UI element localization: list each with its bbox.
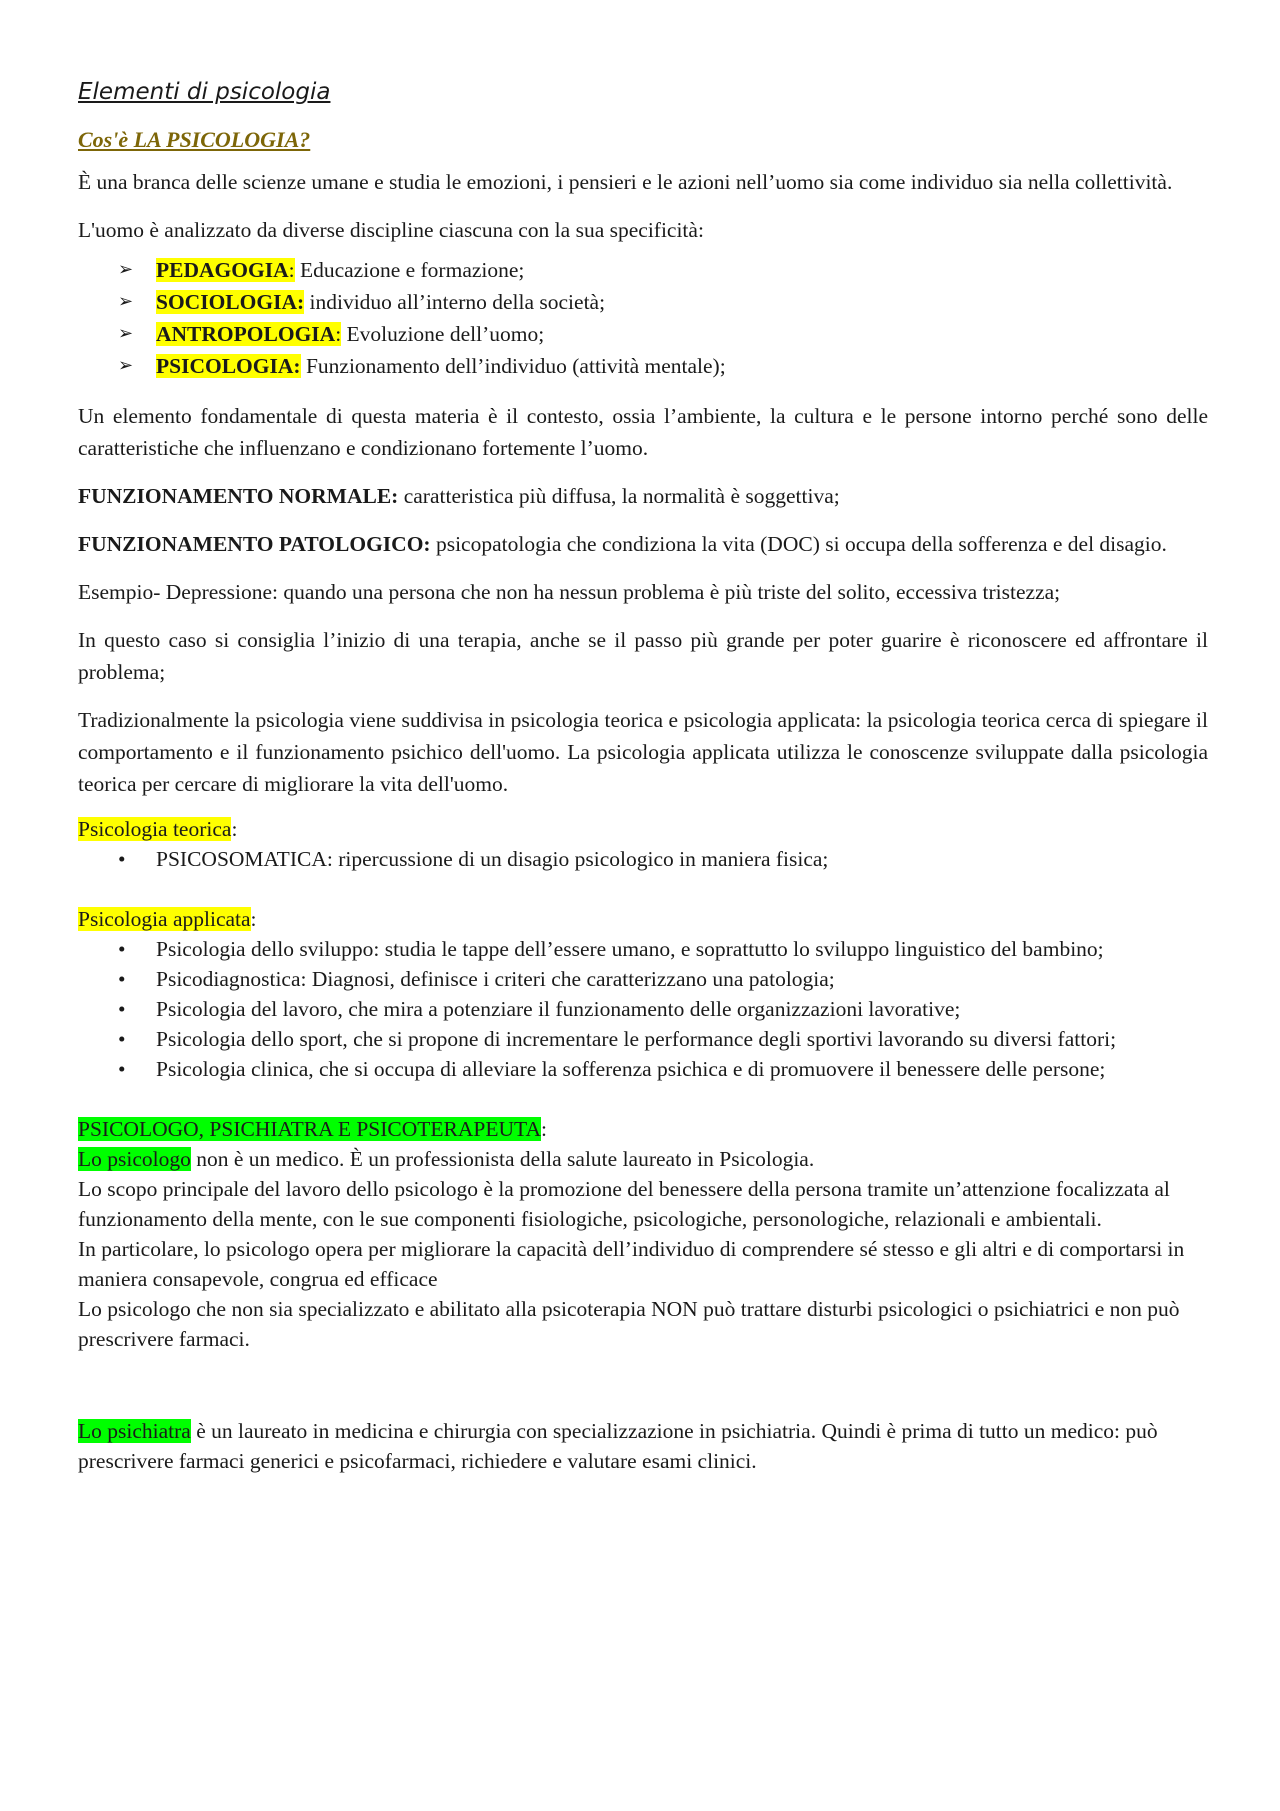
section-heading: Cos'è LA PSICOLOGIA? (78, 127, 311, 152)
bullet-icon: • (118, 937, 126, 961)
list-item: ➢ PSICOLOGIA: Funzionamento dell’individuo (attività mentale); (78, 350, 1208, 382)
list-item: • Psicologia dello sviluppo: studia le tappe dell’essere umano, e soprattutto lo sviluppo linguistico del bambino; (78, 934, 1208, 964)
professions-heading: PSICOLOGO, PSICHIATRA E PSICOTERAPEUTA: (78, 1117, 547, 1141)
bullet-icon: • (118, 1027, 126, 1051)
example-paragraph: Esempio- Depressione: quando una persona che non ha nessun problema è più triste del solito, eccessiva tristezza; (78, 580, 1061, 604)
theoretical-list (78, 844, 1208, 874)
bullet-icon: • (118, 967, 126, 991)
arrow-bullet-icon: ➢ (118, 323, 134, 344)
context-paragraph: Un elemento fondamentale di questa materia è il contesto, ossia l’ambiente, la cultura e le persone intorno perché sono delle caratteristiche che influenzano e condizionano fortemente l’uomo. (78, 404, 1208, 460)
normal-functioning: FUNZIONAMENTO NORMALE: caratteristica più diffusa, la normalità è soggettiva; (78, 484, 840, 508)
arrow-bullet-icon: ➢ (118, 291, 134, 312)
disciplines-list (78, 254, 1208, 382)
bullet-icon: • (118, 847, 126, 871)
arrow-bullet-icon: ➢ (118, 259, 134, 280)
applied-heading: Psicologia applicata: (78, 907, 257, 931)
list-item: • PSICOSOMATICA: ripercussione di un disagio psicologico in maniera fisica; (78, 844, 1208, 874)
psicologo-particular: In particolare, lo psicologo opera per migliorare la capacità dell’individuo di comprendere sé stesso e gli altri e di comportarsi in maniera consapevole, congrua ed efficace (78, 1237, 1185, 1291)
pathological-functioning: FUNZIONAMENTO PATOLOGICO: psicopatologia che condiziona la vita (DOC) si occupa della sofferenza e del disagio. (78, 532, 1167, 556)
list-item: • Psicologia clinica, che si occupa di alleviare la sofferenza psichica e di promuovere il benessere delle persone; (78, 1054, 1208, 1084)
disciplines-intro: L'uomo è analizzato da diverse discipline ciascuna con la sua specificità: (78, 218, 704, 242)
therapy-paragraph: In questo caso si consiglia l’inizio di una terapia, anche se il passo più grande per poter guarire è riconoscere ed affrontare il problema; (78, 628, 1208, 684)
psicologo-scope: Lo scopo principale del lavoro dello psicologo è la promozione del benessere della persona tramite un’attenzione focalizzata al funzionamento della mente, con le sue componenti fisiologiche, psicologiche, personologiche, relazionali e ambientali. (78, 1177, 1170, 1231)
list-item: • Psicologia dello sport, che si propone di incrementare le performance degli sportivi lavorando su diversi fattori; (78, 1024, 1208, 1054)
document-title: Elementi di psicologia (78, 79, 331, 105)
psicologo-limits: Lo psicologo che non sia specializzato e abilitato alla psicoterapia NON può trattare disturbi psicologici o psichiatrici e non può prescrivere farmaci. (78, 1297, 1180, 1351)
document-page (78, 74, 1208, 1476)
bullet-icon: • (118, 1057, 126, 1081)
psichiatra-definition: Lo psichiatra è un laureato in medicina e chirurgia con specializzazione in psichiatria. Quindi è prima di tutto un medico: può prescrivere farmaci generici e psicofarmaci, richiedere e valutare esami clinici. (78, 1419, 1158, 1473)
psicologo-definition: Lo psicologo non è un medico. È un professionista della salute laureato in Psicologia. (78, 1147, 815, 1171)
traditional-paragraph: Tradizionalmente la psicologia viene suddivisa in psicologia teorica e psicologia applicata: la psicologia teorica cerca di spiegare il comportamento e il funzionamento psichico dell'uomo. La psicologia applicata utilizza le conoscenze sviluppate dalla psicologia teorica per cercare di migliorare la vita dell'uomo. (78, 708, 1208, 796)
arrow-bullet-icon: ➢ (118, 355, 134, 376)
list-item: • Psicodiagnostica: Diagnosi, definisce i criteri che caratterizzano una patologia; (78, 964, 1208, 994)
list-item: ➢ PEDAGOGIA: Educazione e formazione; (78, 254, 1208, 286)
list-item: ➢ SOCIOLOGIA: individuo all’interno della società; (78, 286, 1208, 318)
list-item: • Psicologia del lavoro, che mira a potenziare il funzionamento delle organizzazioni lavorative; (78, 994, 1208, 1024)
bullet-icon: • (118, 997, 126, 1021)
applied-list (78, 934, 1208, 1084)
list-item: ➢ ANTROPOLOGIA: Evoluzione dell’uomo; (78, 318, 1208, 350)
theoretical-heading: Psicologia teorica: (78, 817, 238, 841)
intro-paragraph: È una branca delle scienze umane e studia le emozioni, i pensieri e le azioni nell’uomo sia come individuo sia nella collettività. (78, 170, 1173, 194)
